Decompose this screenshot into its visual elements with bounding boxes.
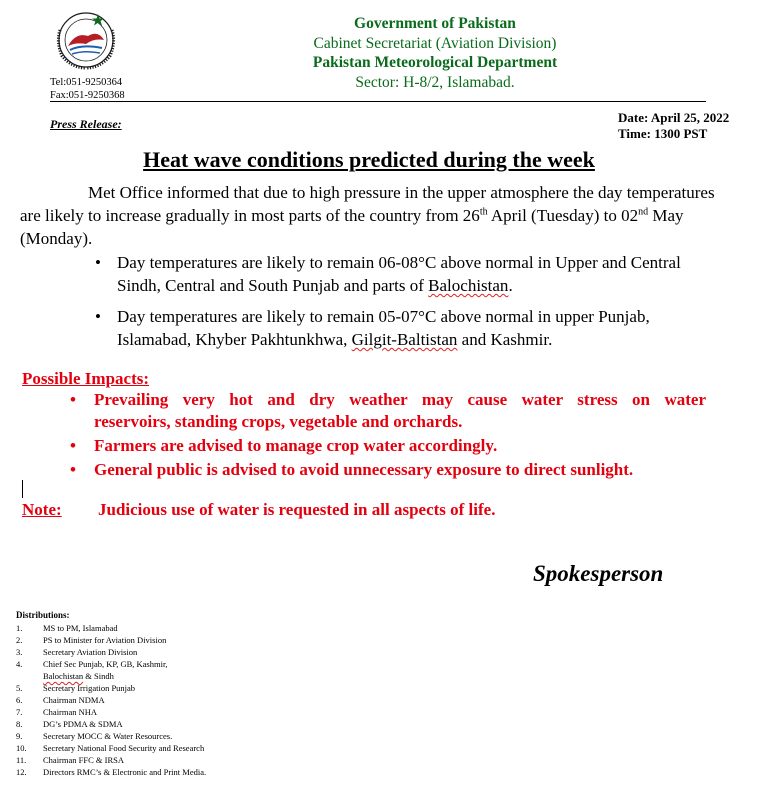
- list-item: [70, 389, 706, 433]
- note-text: Judicious use of water is requested in all aspects of life.: [98, 500, 496, 519]
- dist-num: 6.: [16, 695, 23, 705]
- impacts-list: [70, 389, 706, 483]
- govt-line: Government of Pakistan: [354, 15, 516, 32]
- header-divider: [50, 101, 706, 102]
- spellcheck-word: Balochistan: [428, 276, 509, 295]
- intro-sup-2: nd: [638, 206, 649, 218]
- intro-paragraph: [20, 181, 720, 250]
- tel-number: Tel:051-9250364: [50, 77, 123, 88]
- spellcheck-word: Balochistan: [43, 671, 84, 681]
- forecast-text: Day temperatures are likely to remain 05-07°C above normal in upper Punjab, Islamabad, Khyber Pakhtunkhwa,: [117, 307, 650, 349]
- dist-text: Secretary Irrigation Punjab: [43, 683, 136, 693]
- distributions-heading: Distributions:: [16, 610, 70, 620]
- intro-text-1: Met Office informed that due to high pressure in the upper atmosphere the day temperatures are likely to increase gradually in most parts of the country from 26: [20, 183, 715, 225]
- bullet-icon: •: [95, 307, 101, 326]
- impact-text: General public is advised to avoid unnecessary exposure to direct sunlight.: [94, 460, 634, 479]
- dist-num: 3.: [16, 647, 23, 657]
- list-item: [16, 754, 263, 766]
- dist-text: Secretary MOCC & Water Resources.: [43, 731, 173, 741]
- impact-text: Prevailing very hot and dry weather may cause water stress on water: [94, 390, 706, 409]
- dist-num: 4.: [16, 659, 23, 669]
- list-item: [16, 694, 263, 706]
- press-release-label: Press Release:: [50, 117, 122, 131]
- forecast-tail: and Kashmir.: [457, 330, 553, 349]
- list-item: [16, 718, 263, 730]
- list-item: [70, 459, 706, 481]
- dist-num: 8.: [16, 719, 23, 729]
- list-item: [16, 634, 263, 646]
- list-item: [16, 682, 263, 694]
- dist-num: 2.: [16, 635, 23, 645]
- dist-text: Secretary National Food Security and Research: [43, 743, 205, 753]
- text-cursor: [22, 480, 23, 498]
- fax-number: Fax:051-9250368: [50, 89, 125, 101]
- dist-num: 10.: [16, 743, 27, 753]
- dist-text: MS to PM, Islamabad: [43, 623, 118, 633]
- department-line: Pakistan Meteorological Department: [312, 54, 558, 71]
- page-title: Heat wave conditions predicted during the week: [143, 147, 595, 172]
- pmd-logo: [46, 10, 126, 82]
- spellcheck-word: Gilgit-Baltistan: [351, 330, 458, 349]
- release-time: Time: 1300 PST: [618, 126, 708, 141]
- list-item: [95, 251, 715, 297]
- release-date: Date: April 25, 2022: [618, 110, 730, 125]
- dist-num: 1.: [16, 623, 23, 633]
- forecast-list: [95, 251, 715, 359]
- intro-text-3: May (Monday).: [20, 206, 684, 248]
- dist-text: Chairman NDMA: [43, 695, 105, 705]
- impacts-heading: Possible Impacts:: [22, 369, 150, 388]
- dist-text: PS to Minister for Aviation Division: [43, 635, 167, 645]
- list-item: [16, 766, 263, 778]
- dist-num: 12.: [16, 767, 27, 777]
- dist-text: Secretary Aviation Division: [43, 647, 138, 657]
- dist-num: 9.: [16, 731, 23, 741]
- list-item: [16, 622, 263, 634]
- forecast-text: Day temperatures are likely to remain 06-08°C above normal in Upper and Central Sindh, Central and South Punjab and parts of: [117, 253, 681, 295]
- dist-text: Chairman FFC & IRSA: [43, 755, 124, 765]
- impact-text-cont: reservoirs, standing crops, vegetable and orchards.: [94, 412, 463, 431]
- letterhead: [240, 14, 630, 92]
- list-item-continuation: [16, 670, 263, 682]
- dist-text: Directors RMC’s & Electronic and Print Media.: [43, 767, 207, 777]
- list-item: [16, 730, 263, 742]
- bullet-icon: •: [70, 460, 76, 479]
- intro-text-2: April (Tuesday) to 02: [487, 206, 639, 225]
- bullet-icon: •: [95, 253, 101, 272]
- dist-text: Chairman NHA: [43, 707, 98, 717]
- dist-num: 7.: [16, 707, 23, 717]
- cabinet-line: Cabinet Secretariat (Aviation Division): [313, 34, 557, 52]
- dist-num: 11.: [16, 755, 27, 765]
- bullet-icon: •: [70, 436, 76, 455]
- distributions-list: [16, 622, 263, 778]
- dist-text: & Sindh: [83, 671, 114, 681]
- list-item: [16, 742, 263, 754]
- sector-line: Sector: H-8/2, Islamabad.: [355, 73, 515, 91]
- date-time-block: [618, 110, 729, 142]
- intro-sup-1: th: [479, 206, 488, 218]
- dist-text: Chief Sec Punjab, KP, GB, Kashmir,: [43, 659, 168, 669]
- dist-text: DG’s PDMA & SDMA: [43, 719, 123, 729]
- dist-num: 5.: [16, 683, 23, 693]
- contact-info: [50, 77, 125, 102]
- list-item: [16, 646, 263, 658]
- bullet-icon: •: [70, 390, 76, 409]
- list-item: [70, 435, 706, 457]
- list-item: [95, 305, 715, 351]
- list-item: [16, 658, 263, 670]
- impact-text: Farmers are advised to manage crop water accordingly.: [94, 436, 498, 455]
- list-item: [16, 706, 263, 718]
- signature: Spokesperson: [533, 561, 664, 586]
- note-label: Note:: [22, 500, 62, 519]
- forecast-tail: .: [508, 276, 513, 295]
